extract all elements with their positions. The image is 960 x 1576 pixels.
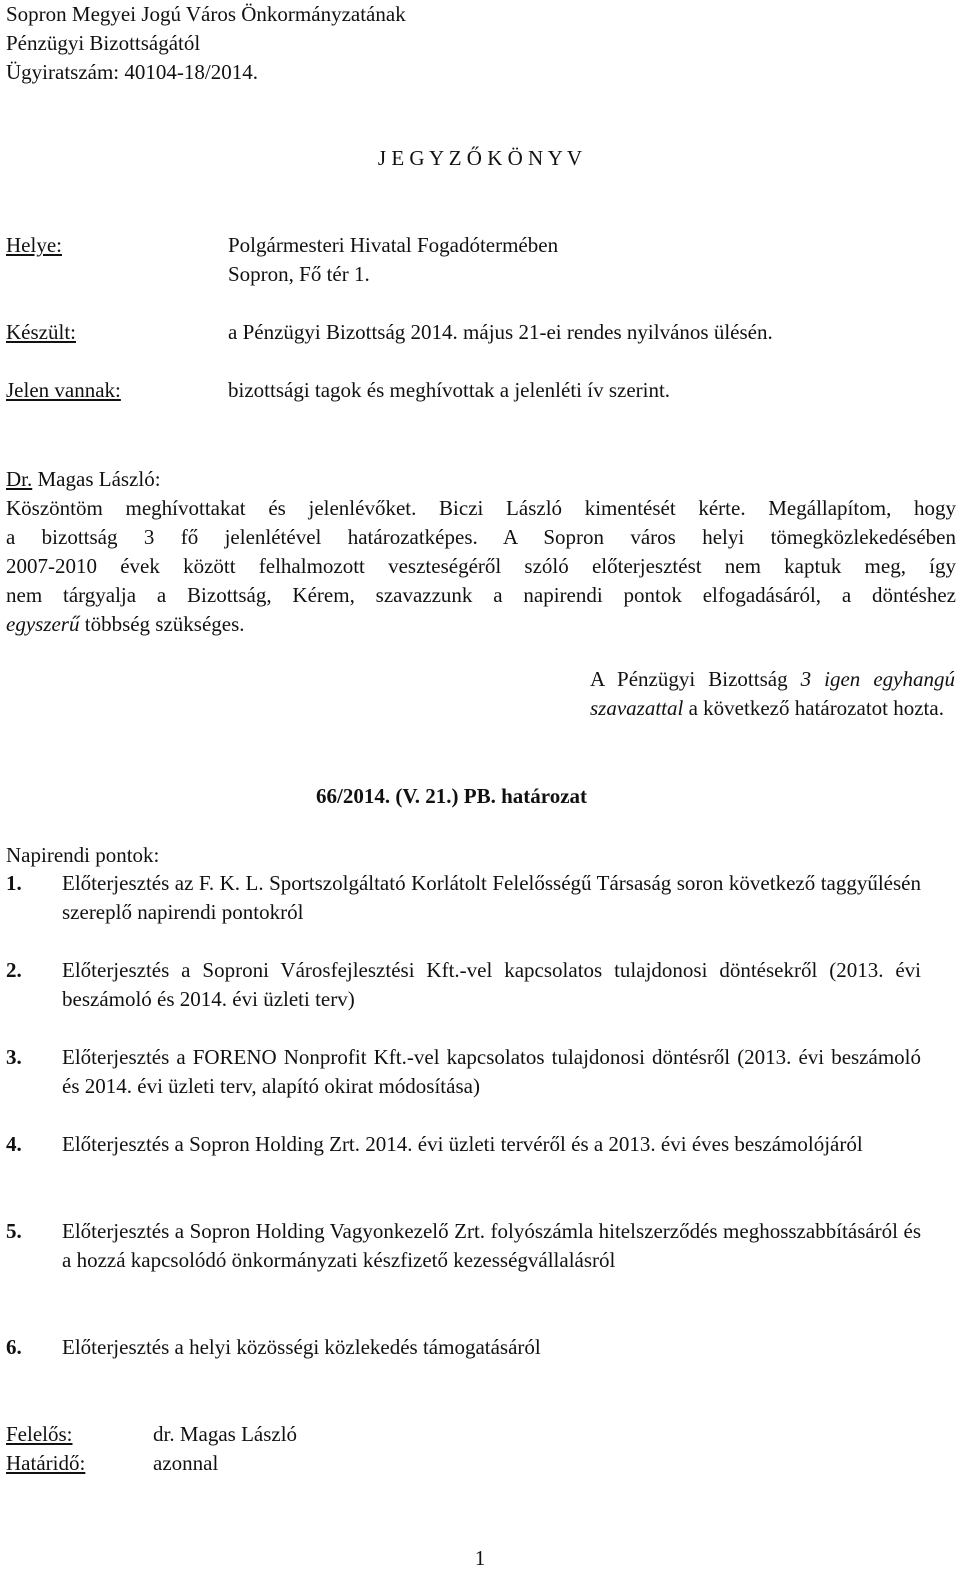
agenda-item-number: 3. xyxy=(6,1045,22,1069)
vote-count: 3 igen egyhangú szavazattal xyxy=(590,667,955,720)
header-line-municipality: Sopron Megyei Jogú Város Önkormányzatának xyxy=(6,2,406,26)
responsible-label: Felelős: xyxy=(6,1422,73,1446)
speaker-heading xyxy=(6,465,161,494)
place-label: Helye: xyxy=(6,233,62,257)
agenda-item-text: Előterjesztés a FORENO Nonprofit Kft.-vel kapcsolatos tulajdonosi döntésről (2013. évi beszámoló és 2014. évi üzleti terv, alapító okirat módosítása) xyxy=(62,1045,921,1098)
speaker-title: Dr. xyxy=(6,467,33,491)
speech-line-2: a bizottság 3 fő jelenlétével határozatképes. A Sopron város helyi tömegközlekedésében xyxy=(6,525,956,549)
vote-part1: A Pénzügyi Bizottság xyxy=(590,667,801,691)
present-value: bizottsági tagok és meghívottak a jelenléti ív szerint. xyxy=(228,378,671,402)
agenda-item-text: Előterjesztés a Sopron Holding Zrt. 2014. évi üzleti tervéről és a 2013. évi éves beszámolójáról xyxy=(62,1132,863,1156)
place-value-line2: Sopron, Fő tér 1. xyxy=(228,262,370,286)
agenda-item-number: 5. xyxy=(6,1219,22,1243)
decision-number: 66/2014. (V. 21.) PB. határozat xyxy=(316,784,588,808)
place-value-line1: Polgármesteri Hivatal Fogadótermében xyxy=(228,233,559,257)
header-line-committee: Pénzügyi Bizottságától xyxy=(6,31,201,55)
header-line-file-number: Ügyiratszám: 40104-18/2014. xyxy=(6,60,258,84)
speech-line-5 xyxy=(6,610,956,639)
vote-part3: a következő határozatot hozta. xyxy=(683,696,944,720)
agenda-item-number: 4. xyxy=(6,1132,22,1156)
speech-line-4: nem tárgyalja a Bizottság, Kérem, szavazzunk a napirendi pontok elfogadásáról, a döntéshez xyxy=(6,583,956,607)
vote-statement xyxy=(590,665,955,723)
speech-italic-word: egyszerű xyxy=(6,612,80,636)
agenda-item-text: Előterjesztés a Soproni Városfejlesztési Kft.-vel kapcsolatos tulajdonosi döntésekről (2013. évi beszámoló és 2014. évi üzleti terv) xyxy=(62,958,921,1011)
agenda-item-number: 1. xyxy=(6,871,22,895)
made-value: a Pénzügyi Bizottság 2014. május 21-ei rendes nyilvános ülésén. xyxy=(228,320,773,344)
agenda-item-number: 2. xyxy=(6,958,22,982)
agenda-item-text: Előterjesztés az F. K. L. Sportszolgáltató Korlátolt Felelősségű Társaság soron következő taggyűlésén szereplő napirendi pontokról xyxy=(62,871,921,924)
document-title: J E G Y Z Ő K Ö N Y V xyxy=(377,146,583,170)
responsible-value: dr. Magas László xyxy=(153,1422,298,1446)
speech-line-3: 2007-2010 évek között felhalmozott veszteségéről szóló előterjesztést nem kaptuk meg, így xyxy=(6,554,956,578)
deadline-label: Határidő: xyxy=(6,1451,86,1475)
speech-line-1: Köszöntöm meghívottakat és jelenlévőket. Biczi László kimentését kérte. Megállapítom, hogy xyxy=(6,496,956,520)
agenda-item-text: Előterjesztés a Sopron Holding Vagyonkezelő Zrt. folyószámla hitelszerződés meghosszabbításáról és a hozzá kapcsolódó önkormányzati készfizető kezességvállalásról xyxy=(62,1219,921,1272)
made-label: Készült: xyxy=(6,320,76,344)
agenda-item-number: 6. xyxy=(6,1335,22,1359)
present-label: Jelen vannak: xyxy=(6,378,121,402)
page-number: 1 xyxy=(474,1546,486,1570)
document-header xyxy=(6,0,606,87)
deadline-value: azonnal xyxy=(153,1451,219,1475)
agenda-item-text: Előterjesztés a helyi közösségi közlekedés támogatásáról xyxy=(62,1335,541,1359)
speaker-name: Magas László: xyxy=(37,467,161,491)
speech-last-rest: többség szükséges. xyxy=(79,612,245,636)
agenda-heading: Napirendi pontok: xyxy=(6,843,160,867)
